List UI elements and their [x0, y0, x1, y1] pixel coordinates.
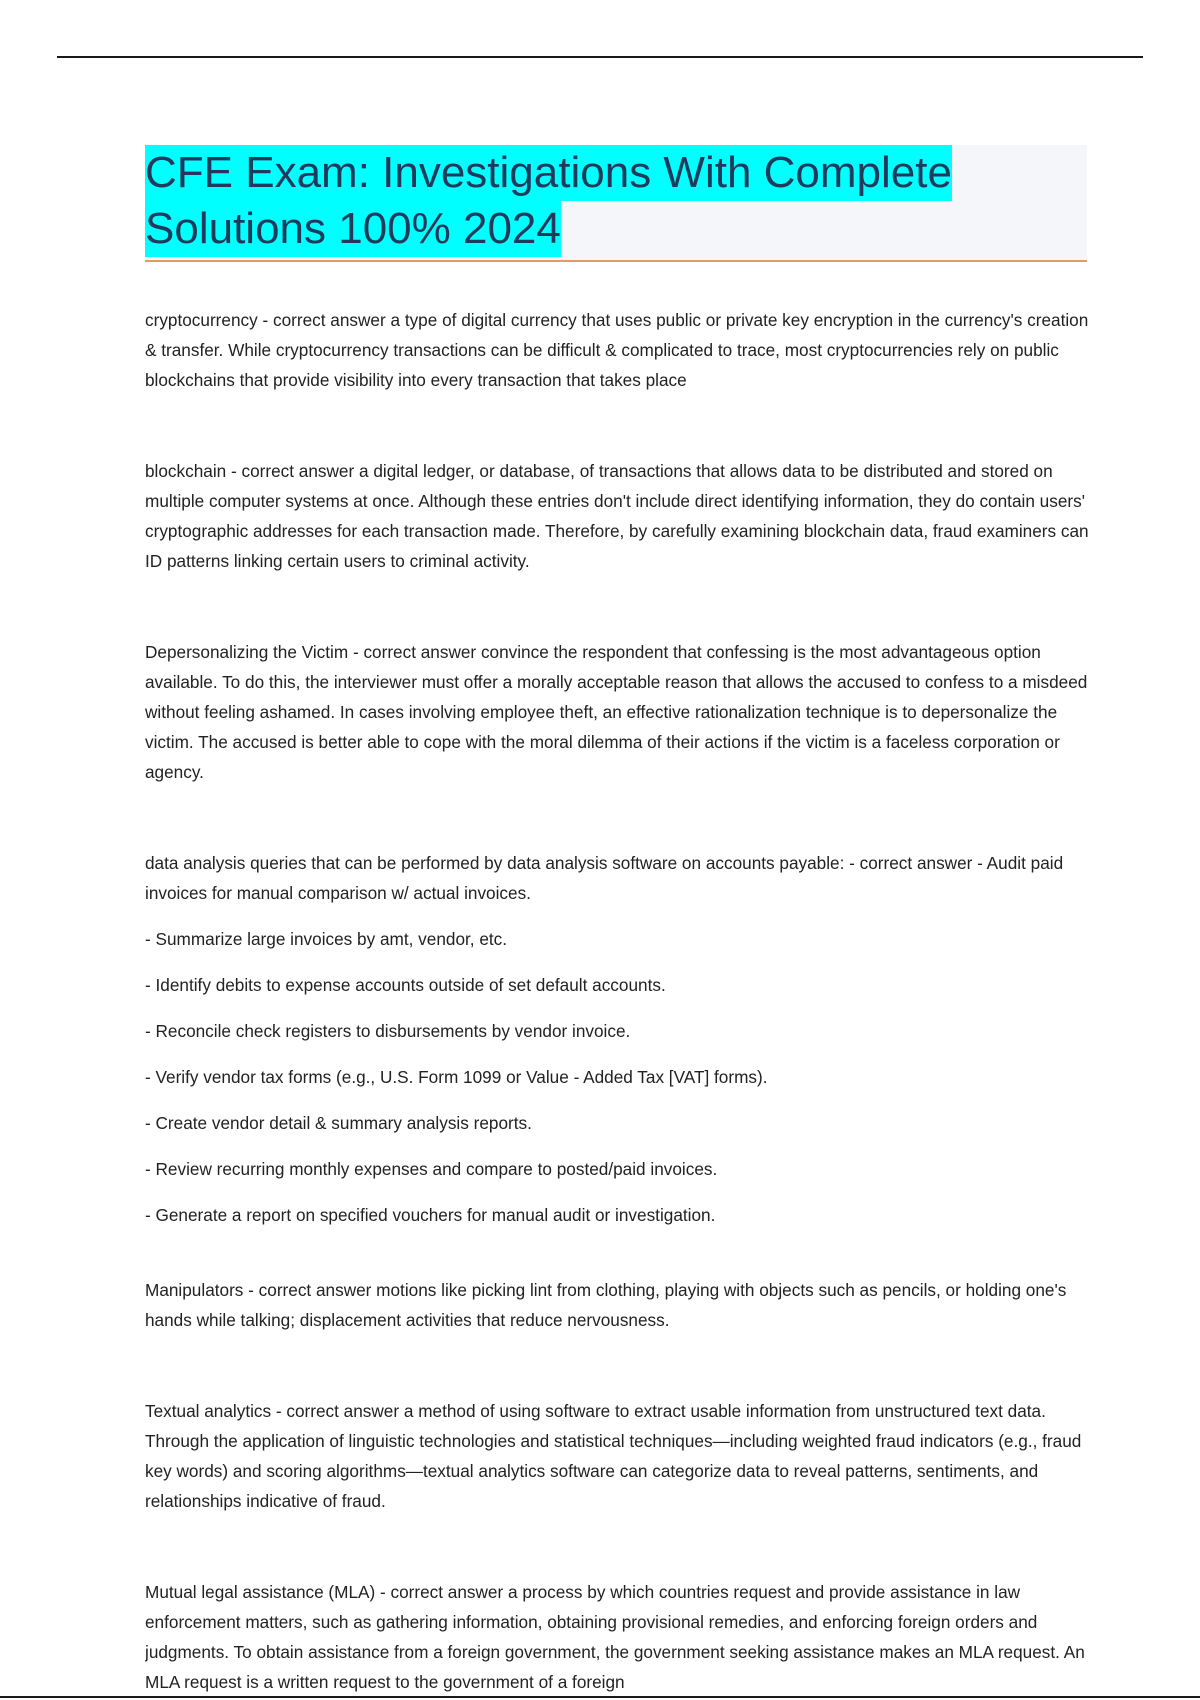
list-item: - Review recurring monthly expenses and compare to posted/paid invoices.	[145, 1159, 718, 1179]
entry-separator: - correct answer	[226, 461, 359, 481]
list-item: - Reconcile check registers to disbursements by vendor invoice.	[145, 1021, 631, 1041]
entry-mutual-legal-assistance	[145, 1577, 1095, 1695]
entry-definition: motions like picking lint from clothing, playing with objects such as pencils, or holding one's hands while talking; displacement activities that reduce nervousness.	[145, 1280, 1067, 1330]
entry-definition: a digital ledger, or database, of transactions that allows data to be distributed and stored on multiple computer systems at once. Although these entries don't include direct identifying information, they do contain users' cryptographic addresses for each transaction made. Therefore, by carefully examining blockchain data, fraud examiners can ID patterns linking certain users to criminal activity.	[145, 461, 1089, 571]
entry-term: cryptocurrency	[145, 310, 258, 330]
list-item: - Identify debits to expense accounts outside of set default accounts.	[145, 975, 666, 995]
title-line-2: Solutions 100% 2024	[145, 201, 561, 257]
entry-separator: - correct answer	[257, 310, 391, 330]
entry-separator: - correct answer	[375, 1582, 508, 1602]
entry-term: blockchain	[145, 461, 227, 481]
entry-blockchain	[145, 456, 1095, 576]
title-line-1: CFE Exam: Investigations With Complete	[145, 145, 952, 201]
footer-rule	[0, 1696, 1200, 1698]
entry-term: Mutual legal assistance (MLA)	[145, 1582, 376, 1602]
entry-depersonalizing-victim	[145, 637, 1095, 787]
entry-separator: - correct answer	[243, 1280, 377, 1300]
entry-paragraph	[145, 456, 1095, 576]
document-body	[145, 305, 1095, 1695]
entry-cryptocurrency	[145, 305, 1095, 395]
list-item: - Verify vendor tax forms (e.g., U.S. Form 1099 or Value - Added Tax [VAT] forms).	[145, 1067, 768, 1087]
header-rule	[57, 56, 1143, 58]
entry-term: Textual analytics	[145, 1401, 272, 1421]
entry-paragraph	[145, 1577, 1095, 1695]
entry-definition: a type of digital currency that uses public or private key encryption in the currency's creation & transfer. While cryptocurrency transactions can be difficult & complicated to trace, most cryptocurrencies rely on public blockchains that provide visibility into every transaction that takes place	[145, 310, 1089, 390]
entry-definition: convince the respondent that confessing is the most advantageous option available. To do this, the interviewer must offer a morally acceptable reason that allows the accused to confess to a misdeed without feeling ashamed. In cases involving employee theft, an effective rationalization technique is to depersonalize the victim. The accused is better able to cope with the moral dilemma of their actions if the victim is a faceless corporation or agency.	[145, 642, 1088, 782]
list-item: - Create vendor detail & summary analysis reports.	[145, 1113, 532, 1133]
entry-term: Depersonalizing the Victim	[145, 642, 349, 662]
entry-textual-analytics	[145, 1396, 1095, 1516]
entry-data-analysis-queries	[145, 848, 1095, 1230]
entry-manipulators	[145, 1275, 1095, 1335]
entry-paragraph	[145, 1396, 1095, 1516]
document-title	[145, 145, 1087, 257]
entry-separator: - correct answer	[271, 1401, 404, 1421]
entry-definition: a process by which countries request and provide assistance in law enforcement matters, such as gathering information, obtaining provisional remedies, and enforcing foreign orders and judgments. To obtain assistance from a foreign government, the government seeking assistance makes an MLA request. An MLA request is a written request to the government of a foreign	[145, 1582, 1085, 1692]
entry-definition: a method of using software to extract usable information from unstructured text data. Through the application of linguistic technologies and statistical techniques—including weighted fraud indicators (e.g., fraud key words) and scoring algorithms—textual analytics software can categorize data to reveal patterns, sentiments, and relationships indicative of fraud.	[145, 1401, 1082, 1511]
entry-paragraph	[145, 1275, 1095, 1335]
list-lead: data analysis queries that can be performed by data analysis software on accounts payable: - correct answer - Audit paid invoices for manual comparison w/ actual invoices.	[145, 853, 1064, 903]
title-block	[145, 145, 1087, 262]
entry-separator: - correct answer	[348, 642, 481, 662]
entry-term: Manipulators	[145, 1280, 244, 1300]
entry-paragraph	[145, 305, 1095, 395]
list-item: - Generate a report on specified vouchers for manual audit or investigation.	[145, 1205, 716, 1225]
list-item: - Summarize large invoices by amt, vendor, etc.	[145, 929, 508, 949]
entry-paragraph	[145, 637, 1095, 787]
